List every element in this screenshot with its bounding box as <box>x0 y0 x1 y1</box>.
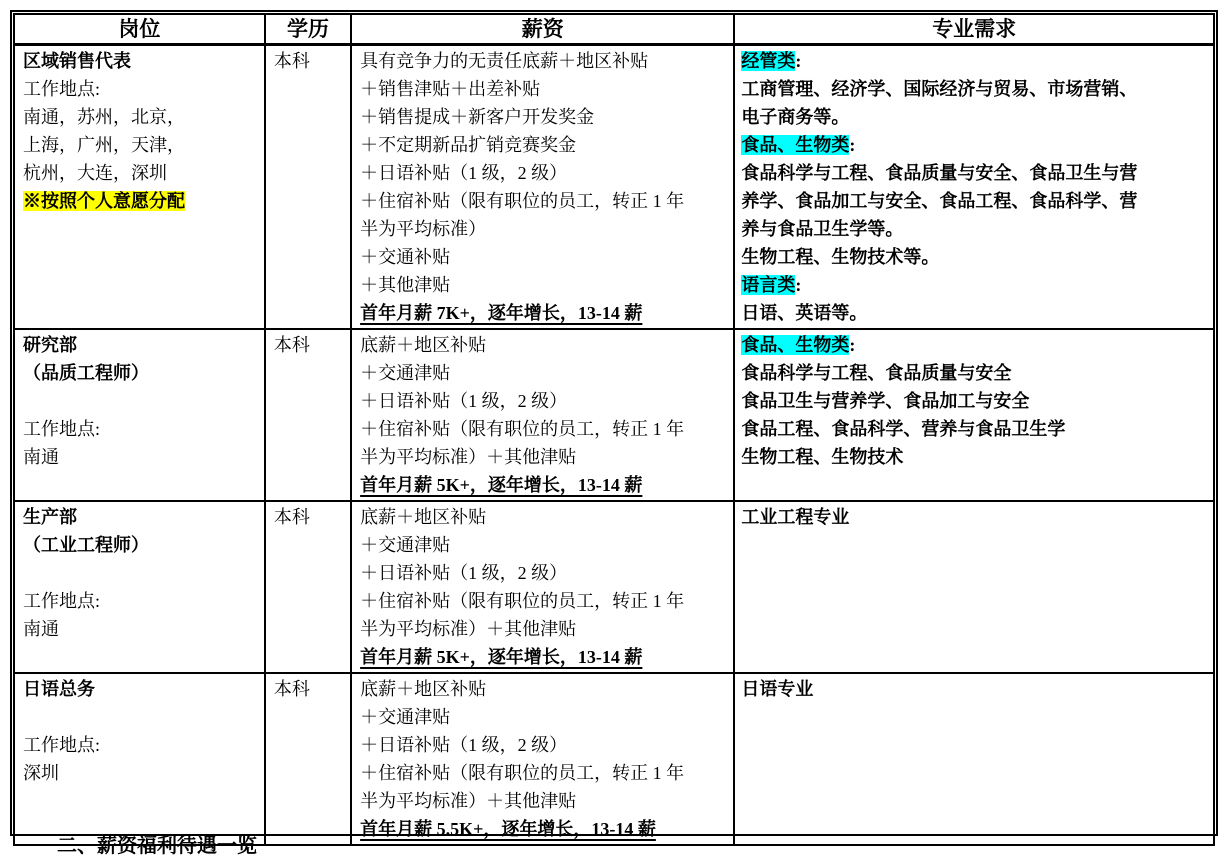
text-span: 养与食品卫生学等。 <box>741 219 904 239</box>
text-line <box>741 159 1205 187</box>
text-line <box>23 587 256 615</box>
text-span: ＋住宿补贴（限有职位的员工，转正 1 年 <box>360 191 685 211</box>
text-span: ＋销售提成＋新客户开发奖金 <box>360 107 595 127</box>
text-span: 食品卫生与营养学、食品加工与安全 <box>741 391 1030 411</box>
salary-cell <box>351 673 734 845</box>
text-span: 食品工程、食品科学、营养与食品卫生学 <box>741 419 1066 439</box>
text-span: : <box>795 275 802 295</box>
text-span: ＋销售津贴＋出差补贴 <box>360 79 541 99</box>
text-line <box>360 643 725 671</box>
text-line <box>741 75 1205 103</box>
text-span: 上海，广州，天津， <box>23 135 185 155</box>
text-span: 生物工程、生物技术 <box>741 447 904 467</box>
text-line <box>360 159 725 187</box>
text-span: 工业工程专业 <box>741 507 850 527</box>
text-span: 底薪＋地区补贴 <box>360 335 487 355</box>
text-span: 半为平均标准）＋其他津贴 <box>360 791 577 811</box>
table-row <box>14 673 1214 845</box>
text-line <box>741 503 1205 531</box>
requirements-cell <box>734 501 1214 673</box>
text-span: 工作地点: <box>23 591 101 611</box>
education-value: 本科 <box>273 51 310 71</box>
text-line <box>23 703 256 731</box>
text-line <box>23 615 256 643</box>
col-header-salary: 薪资 <box>351 14 734 45</box>
text-line <box>741 47 1205 75</box>
text-line <box>23 443 256 471</box>
text-span: 底薪＋地区补贴 <box>360 507 487 527</box>
text-span: 南通 <box>23 447 59 467</box>
text-line <box>360 503 725 531</box>
text-span: 生物工程、生物技术等。 <box>741 247 940 267</box>
text-line <box>360 471 725 499</box>
text-span: 日语总务 <box>23 679 95 699</box>
text-line <box>741 131 1205 159</box>
text-line <box>741 359 1205 387</box>
text-line <box>360 415 725 443</box>
text-span: ＋日语补贴（1 级，2 级） <box>360 735 568 755</box>
text-line <box>360 75 725 103</box>
table-header <box>14 14 1214 45</box>
position-cell <box>14 329 265 501</box>
text-span: 具有竞争力的无责任底薪＋地区补贴 <box>360 51 649 71</box>
text-span: 生产部 <box>23 507 77 527</box>
text-line <box>360 131 725 159</box>
text-span: : <box>795 51 802 71</box>
text-line <box>23 387 256 415</box>
text-span: 食品科学与工程、食品质量与安全、食品卫生与营 <box>741 163 1138 183</box>
text-span: ＋交通津贴 <box>360 707 451 727</box>
text-span: ＋住宿补贴（限有职位的员工，转正 1 年 <box>360 419 685 439</box>
text-line <box>741 215 1205 243</box>
text-line <box>23 131 256 159</box>
text-line <box>360 703 725 731</box>
education-value: 本科 <box>273 335 310 355</box>
table-row <box>14 45 1214 330</box>
education-value: 本科 <box>273 507 310 527</box>
text-line <box>23 559 256 587</box>
col-header-requirements: 专业需求 <box>734 14 1214 45</box>
text-span: 首年月薪 5.5K+，逐年增长，13-14 薪 <box>360 819 656 839</box>
education-value: 本科 <box>273 679 310 699</box>
text-line <box>23 731 256 759</box>
text-line <box>741 675 1205 703</box>
header-row <box>14 14 1214 45</box>
text-line <box>741 271 1205 299</box>
text-line <box>360 531 725 559</box>
text-line <box>360 387 725 415</box>
text-line <box>741 443 1205 471</box>
text-line <box>23 159 256 187</box>
text-span: ＋交通津贴 <box>360 363 451 383</box>
text-span: 深圳 <box>23 763 59 783</box>
salary-cell <box>351 501 734 673</box>
text-line <box>23 759 256 787</box>
text-line <box>23 103 256 131</box>
text-line <box>23 359 256 387</box>
text-span: 工作地点: <box>23 735 101 755</box>
text-span: 养学、食品加工与安全、食品工程、食品科学、营 <box>741 191 1138 211</box>
requirements-cell <box>734 329 1214 501</box>
text-line <box>360 215 725 243</box>
text-line <box>23 503 256 531</box>
text-span: 工商管理、经济学、国际经济与贸易、市场营销、 <box>741 79 1138 99</box>
text-span: : <box>849 135 856 155</box>
position-cell <box>14 673 265 845</box>
text-span: 日语专业 <box>741 679 814 699</box>
table-body <box>14 45 1214 857</box>
text-span: 南通 <box>23 619 59 639</box>
text-line <box>23 675 256 703</box>
text-line <box>741 243 1205 271</box>
text-span: 南通，苏州，北京， <box>23 107 185 127</box>
position-cell <box>14 501 265 673</box>
text-span: 半为平均标准）＋其他津贴 <box>360 447 577 467</box>
text-span: 首年月薪 5K+，逐年增长，13-14 薪 <box>360 475 643 495</box>
text-line <box>23 531 256 559</box>
text-span: （品质工程师） <box>23 363 149 383</box>
text-span: 杭州，大连，深圳 <box>23 163 167 183</box>
position-cell <box>14 45 265 330</box>
text-line <box>360 187 725 215</box>
text-span: ＋日语补贴（1 级，2 级） <box>360 391 568 411</box>
text-span: ＋日语补贴（1 级，2 级） <box>360 563 568 583</box>
col-header-position: 岗位 <box>14 14 265 45</box>
salary-cell <box>351 329 734 501</box>
text-line <box>741 331 1205 359</box>
text-span: 底薪＋地区补贴 <box>360 679 487 699</box>
text-line <box>360 47 725 75</box>
highlighted-text: 食品、生物类 <box>741 335 850 355</box>
text-line <box>360 443 725 471</box>
text-line <box>23 47 256 75</box>
text-line <box>360 359 725 387</box>
requirements-cell <box>734 45 1214 330</box>
text-line <box>360 787 725 815</box>
text-line <box>360 759 725 787</box>
text-line <box>23 331 256 359</box>
text-line <box>360 615 725 643</box>
text-span: （工业工程师） <box>23 535 149 555</box>
text-span: 半为平均标准） <box>360 219 487 239</box>
jobs-table-wrapper <box>10 10 1218 839</box>
text-line <box>360 243 725 271</box>
text-span: 半为平均标准）＋其他津贴 <box>360 619 577 639</box>
text-span: 食品科学与工程、食品质量与安全 <box>741 363 1012 383</box>
highlighted-text: 经管类 <box>741 51 796 71</box>
education-cell <box>265 45 351 330</box>
clipped-footer-text: 二、薪资福利待遇一览 <box>57 835 257 857</box>
text-span: ＋住宿补贴（限有职位的员工，转正 1 年 <box>360 591 685 611</box>
education-cell <box>265 501 351 673</box>
text-span: 工作地点: <box>23 419 101 439</box>
text-span: ＋其他津贴 <box>360 275 451 295</box>
text-span: : <box>849 335 856 355</box>
text-line <box>23 415 256 443</box>
text-line <box>23 187 256 215</box>
education-cell <box>265 329 351 501</box>
text-line <box>360 271 725 299</box>
text-span: ＋住宿补贴（限有职位的员工，转正 1 年 <box>360 763 685 783</box>
text-line <box>741 387 1205 415</box>
text-line <box>741 187 1205 215</box>
text-span: 首年月薪 7K+，逐年增长，13-14 薪 <box>360 303 643 323</box>
highlighted-text: ※按照个人意愿分配 <box>23 191 185 211</box>
jobs-table <box>13 13 1215 857</box>
text-span: 日语、英语等。 <box>741 303 868 323</box>
text-span: 研究部 <box>23 335 77 355</box>
text-span: 电子商务等。 <box>741 107 850 127</box>
text-line <box>23 75 256 103</box>
text-line <box>360 299 725 327</box>
table-row <box>14 329 1214 501</box>
text-span: ＋交通津贴 <box>360 535 451 555</box>
text-line <box>360 587 725 615</box>
text-line <box>360 331 725 359</box>
text-line <box>360 559 725 587</box>
text-span: ＋不定期新品扩销竞赛奖金 <box>360 135 577 155</box>
text-line <box>741 103 1205 131</box>
table-row <box>14 501 1214 673</box>
highlighted-text: 食品、生物类 <box>741 135 850 155</box>
text-span: ＋交通补贴 <box>360 247 451 267</box>
text-span: 首年月薪 5K+，逐年增长，13-14 薪 <box>360 647 643 667</box>
text-line <box>360 731 725 759</box>
text-line <box>360 675 725 703</box>
text-line <box>741 415 1205 443</box>
col-header-education: 学历 <box>265 14 351 45</box>
requirements-cell <box>734 673 1214 845</box>
salary-cell <box>351 45 734 330</box>
text-span: 区域销售代表 <box>23 51 131 71</box>
text-span: ＋日语补贴（1 级，2 级） <box>360 163 568 183</box>
text-span: 工作地点: <box>23 79 101 99</box>
highlighted-text: 语言类 <box>741 275 796 295</box>
education-cell <box>265 673 351 845</box>
text-line <box>741 299 1205 327</box>
text-line <box>360 103 725 131</box>
